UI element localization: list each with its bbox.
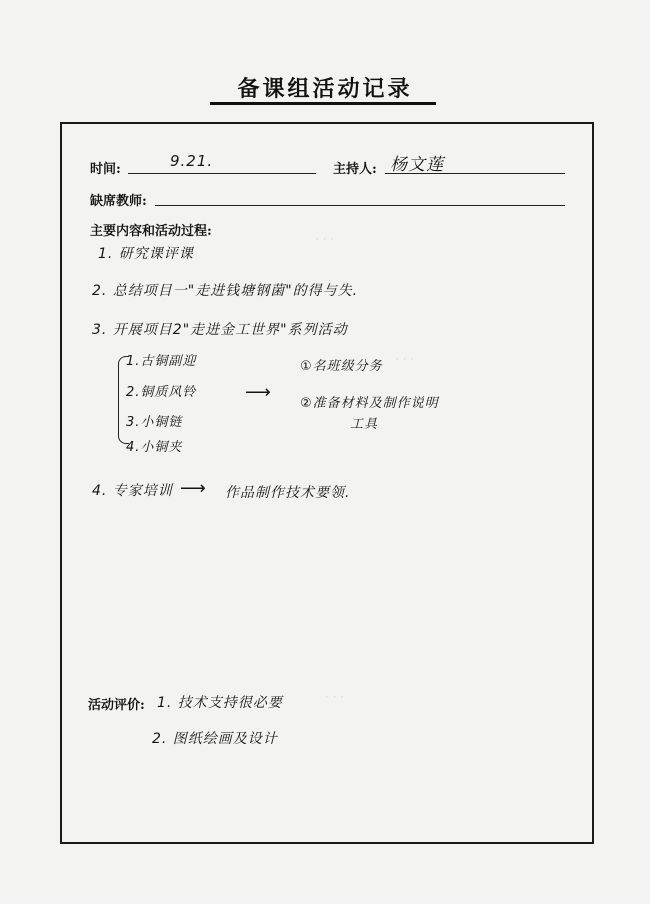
content-subitem: ①名班级分务 xyxy=(300,359,383,374)
content-item: 3. 开展项目2"走进金工世界"系列活动 xyxy=(92,322,348,338)
content-subitem: 3.小铜链 xyxy=(126,415,183,430)
document-title: 备课组活动记录 xyxy=(237,76,413,102)
evaluation-item: 2. 图纸绘画及设计 xyxy=(152,731,278,747)
content-subitem: 1.古铜副迎 xyxy=(126,354,197,369)
host-label: 主持人: xyxy=(333,162,377,177)
absent-line xyxy=(155,205,565,206)
bracket-mark xyxy=(118,356,129,444)
title-underline xyxy=(210,102,436,105)
content-item: 1. 研究课评课 xyxy=(98,246,194,262)
content-subitem: 4.小铜夹 xyxy=(126,440,183,455)
absent-label: 缺席教师: xyxy=(90,194,147,209)
content-label: 主要内容和活动过程: xyxy=(90,224,212,239)
time-line xyxy=(128,173,316,174)
content-item: 作品制作技术要领. xyxy=(225,485,351,501)
host-value: 杨文莲 xyxy=(390,155,444,175)
bleed-through-mark: · · · xyxy=(315,232,335,246)
bleed-through-mark: · · · xyxy=(325,690,345,704)
bleed-through-mark: · · · xyxy=(395,352,415,366)
time-value: 9.21. xyxy=(170,152,214,170)
evaluation-label: 活动评价: xyxy=(88,698,145,713)
content-subitem: 工具 xyxy=(350,417,379,432)
evaluation-item: 1. 技术支持很必要 xyxy=(157,695,283,711)
right-arrow-icon: ⟶ xyxy=(180,478,207,499)
content-item: 4. 专家培训 xyxy=(92,483,173,499)
content-subitem: 2.铜质风铃 xyxy=(126,385,197,400)
content-subitem: ②准备材料及制作说明 xyxy=(300,396,439,411)
time-label: 时间: xyxy=(90,162,121,177)
content-item: 2. 总结项目一"走进钱塘钢菌"的得与失. xyxy=(92,283,359,299)
right-arrow-icon: ⟶ xyxy=(245,382,272,403)
